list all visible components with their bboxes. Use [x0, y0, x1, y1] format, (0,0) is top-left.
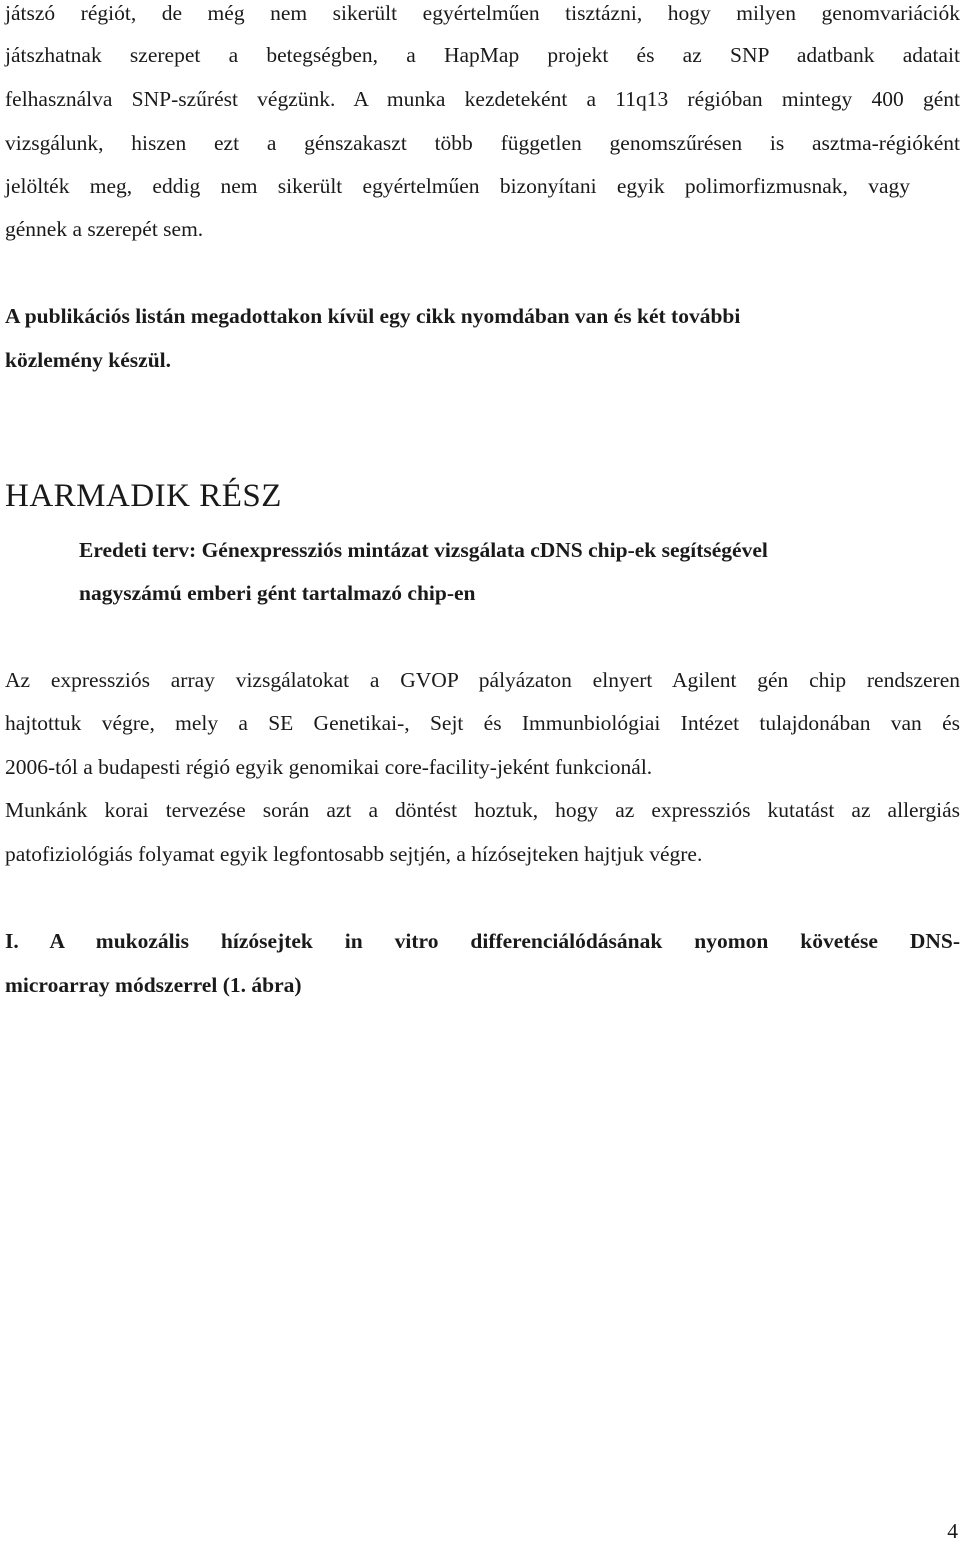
original-plan-line-1: Eredeti terv: Génexpressziós mintázat vizsgálata cDNS chip-ek segítségével — [79, 538, 768, 562]
section-one-heading-line-2: microarray módszerrel (1. ábra) — [5, 973, 302, 997]
array-line-2: hajtottuk végre, mely a SE Genetikai-, Sejt és Immunbiológiai Intézet tulajdonában van és — [5, 711, 960, 735]
intro-line-3: felhasználva SNP-szűrést végzünk. A munka kezdeteként a 11q13 régióban mintegy 400 gént — [5, 87, 960, 111]
early-design-line-2: patofiziológiás folyamat egyik legfontosabb sejtjén, a hízósejteken hajtjuk végre. — [5, 842, 703, 866]
publication-note-line-2: közlemény készül. — [5, 348, 172, 372]
intro-line-2: játszhatnak szerepet a betegségben, a HapMap projekt és az SNP adatbank adatait — [5, 43, 960, 67]
early-design-line-1: Munkánk korai tervezése során azt a döntést hoztuk, hogy az expressziós kutatást az allergiás — [5, 798, 960, 822]
array-line-3: 2006-tól a budapesti régió egyik genomikai core-facility-jeként funkcionál. — [5, 755, 653, 779]
publication-note-line-1: A publikációs listán megadottakon kívül egy cikk nyomdában van és két további — [5, 304, 741, 328]
original-plan-line-2: nagyszámú emberi gént tartalmazó chip-en — [79, 581, 476, 605]
part-heading: HARMADIK RÉSZ — [5, 478, 282, 514]
intro-line-6: génnek a szerepét sem. — [5, 217, 204, 241]
intro-line-5: jelölték meg, eddig nem sikerült egyértelműen bizonyítani egyik polimorfizmusnak, vagy — [5, 174, 910, 198]
page-number: 4 — [947, 1519, 958, 1543]
array-line-1: Az expressziós array vizsgálatokat a GVOP pályázaton elnyert Agilent gén chip rendszeren — [5, 668, 960, 692]
intro-line-4: vizsgálunk, hiszen ezt a génszakaszt több független genomszűrésen is asztma-régióként — [5, 131, 960, 155]
section-one-heading-line-1: I. A mukozális hízósejtek in vitro differenciálódásának nyomon követése DNS- — [5, 929, 960, 953]
intro-line-1: játszó régiót, de még nem sikerült egyértelműen tisztázni, hogy milyen genomvariációk — [5, 1, 960, 25]
